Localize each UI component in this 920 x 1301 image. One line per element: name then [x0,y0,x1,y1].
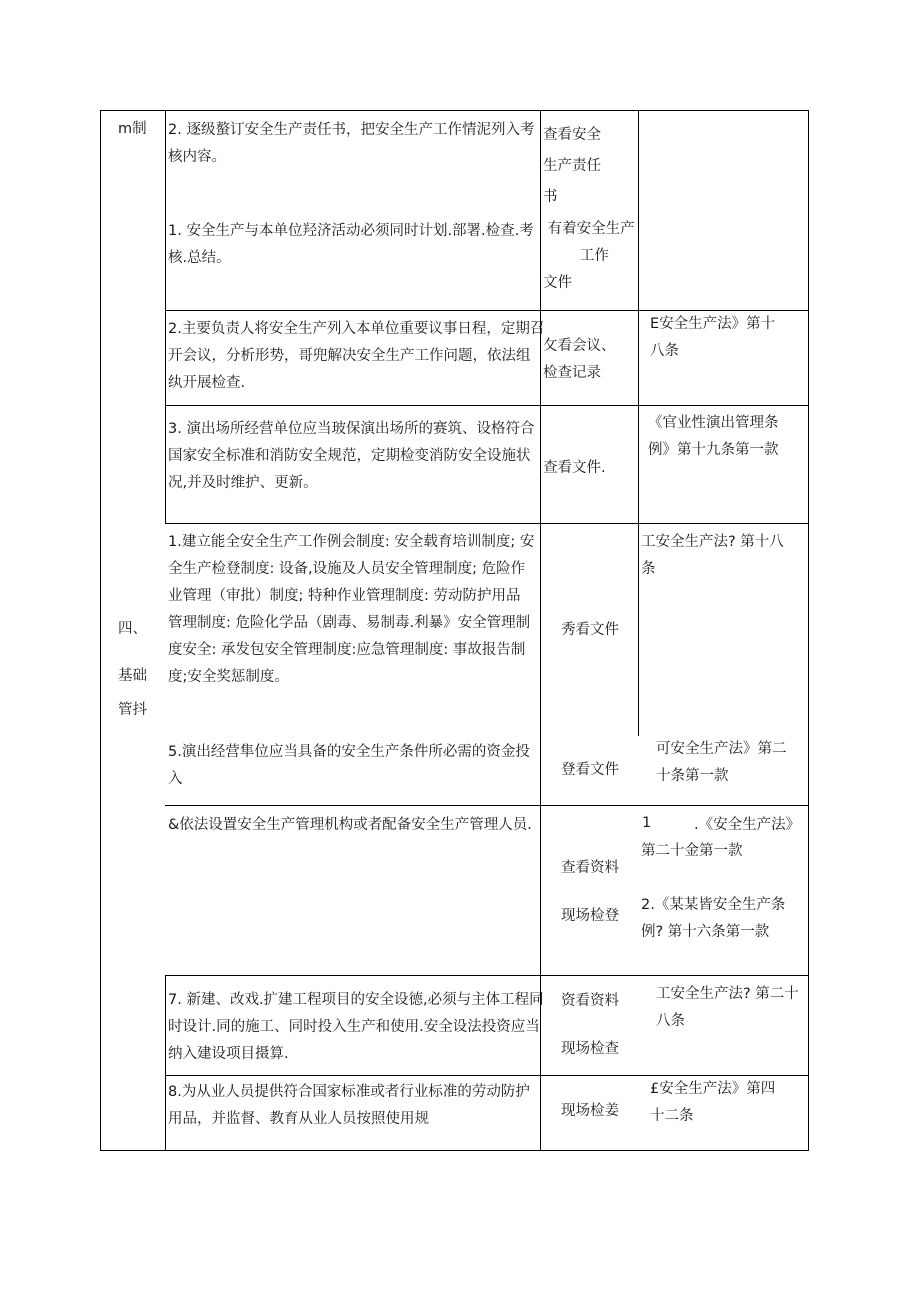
row-divider-4 [165,805,809,806]
legal-basis: 工安全生产法? 第十八 条 [641,534,784,577]
legal-basis-title: .《安全生产法》 [694,817,801,833]
legal-basis-number: 1 [642,815,652,831]
requirement-text: 2.主要负责人将安全生产列入本单位重要议事日程，定期召 开会议，分析形势，哥兜解决安全生产工作问题，依法组 纨开展检查. [168,321,545,391]
requirement-text: 2. 逐级螯订安全生产责任书，把安全生产工作情泥列入考 核内容。 [168,122,535,165]
requirement-text: 3. 演出场所经营单位应当玻保演出场所的赛筑、设格符合 国家安全标准和消防安全规范，定期检变消防安全设施状 况,并及时维护、更新。 [168,421,535,491]
row-divider-5 [165,975,809,976]
row-divider-2 [165,405,809,406]
check-method: 登看文件 [561,762,619,778]
check-method: 攵看会议、 检查记录 [543,338,616,381]
legal-basis: 工安全生产法? 第二十 八条 [656,986,799,1029]
legal-basis: £安全生产法》第四 十二条 [650,1081,776,1124]
check-method: 现场检姜 [561,1103,619,1119]
table-right-border [808,110,809,1151]
requirement-text: 5.演出经营隼位应当具备的安全生产条件所必需的资金投 入 [168,744,530,787]
section-title-line1: 基础 [118,668,147,684]
requirement-text: 1.建立能全安全生产工作例会制度: 安全载育培训制度; 安 全生产检登制度: 设备,设施及人员安全管理制度; 危险作 业管理（审批）制度; 特种作业管理制度: 劳动防护用品 管理制度: 危险化学品（剧毒、易制毒.利暴》安全管理制 度安全: 承发包安全管理制度:应急管理制度: 事故报告制 度;安全奖惩制度。 [168,534,535,685]
check-method: 查看资料 现场检登 [561,860,619,924]
check-method: 有着安全生产 工作 文件 [543,221,635,291]
requirement-text: 7. 新建、改戏.扩建工程项目的安全设德,必须与主体工程同 时设计.同的施工、同时投入生产和使用.安全设法投资应当 纳入建设项目摄算. [168,992,544,1062]
table-left-border [100,110,101,1151]
table-top-border [100,110,809,111]
check-method: 秀看文件 [561,622,619,638]
legal-basis: 《官业性演出管理条 例》第十九条第一款 [648,415,779,458]
check-method: 查看文件. [543,460,606,476]
section-label-top: m制 [118,121,147,137]
table-bottom-border [100,1150,809,1151]
column-divider-1b [165,975,166,1151]
check-method: 查看安全 生产责任 书 [543,127,601,205]
requirement-text: 8.为从业人员提供符合国家标准或者行业标准的劳动防护 用品，并监督、教育从业人员按照使用规 [168,1084,530,1127]
check-method: 资看资料 现场检查 [561,993,619,1057]
section-number: 四、 [118,621,147,637]
requirement-text: 1. 安全生产与本单位羟济活动必须同时计划.部署.检查.考 核.总结。 [168,223,534,266]
section-title-line2: 管抖 [118,702,147,718]
legal-basis: 第二十金第一款 2.《某某皆安全生产条 例? 第十六条第一款 [641,843,786,940]
legal-basis: E安全生产法》第十 八条 [650,316,776,359]
column-divider-3 [638,110,639,736]
requirement-text: &依法设置安全生产管理机构或者配备安全生产管理人员. [168,817,532,833]
column-divider-1 [165,110,166,523]
row-divider-3 [165,523,809,524]
legal-basis: 可安全生产法》第二 十条第一款 [656,741,787,784]
